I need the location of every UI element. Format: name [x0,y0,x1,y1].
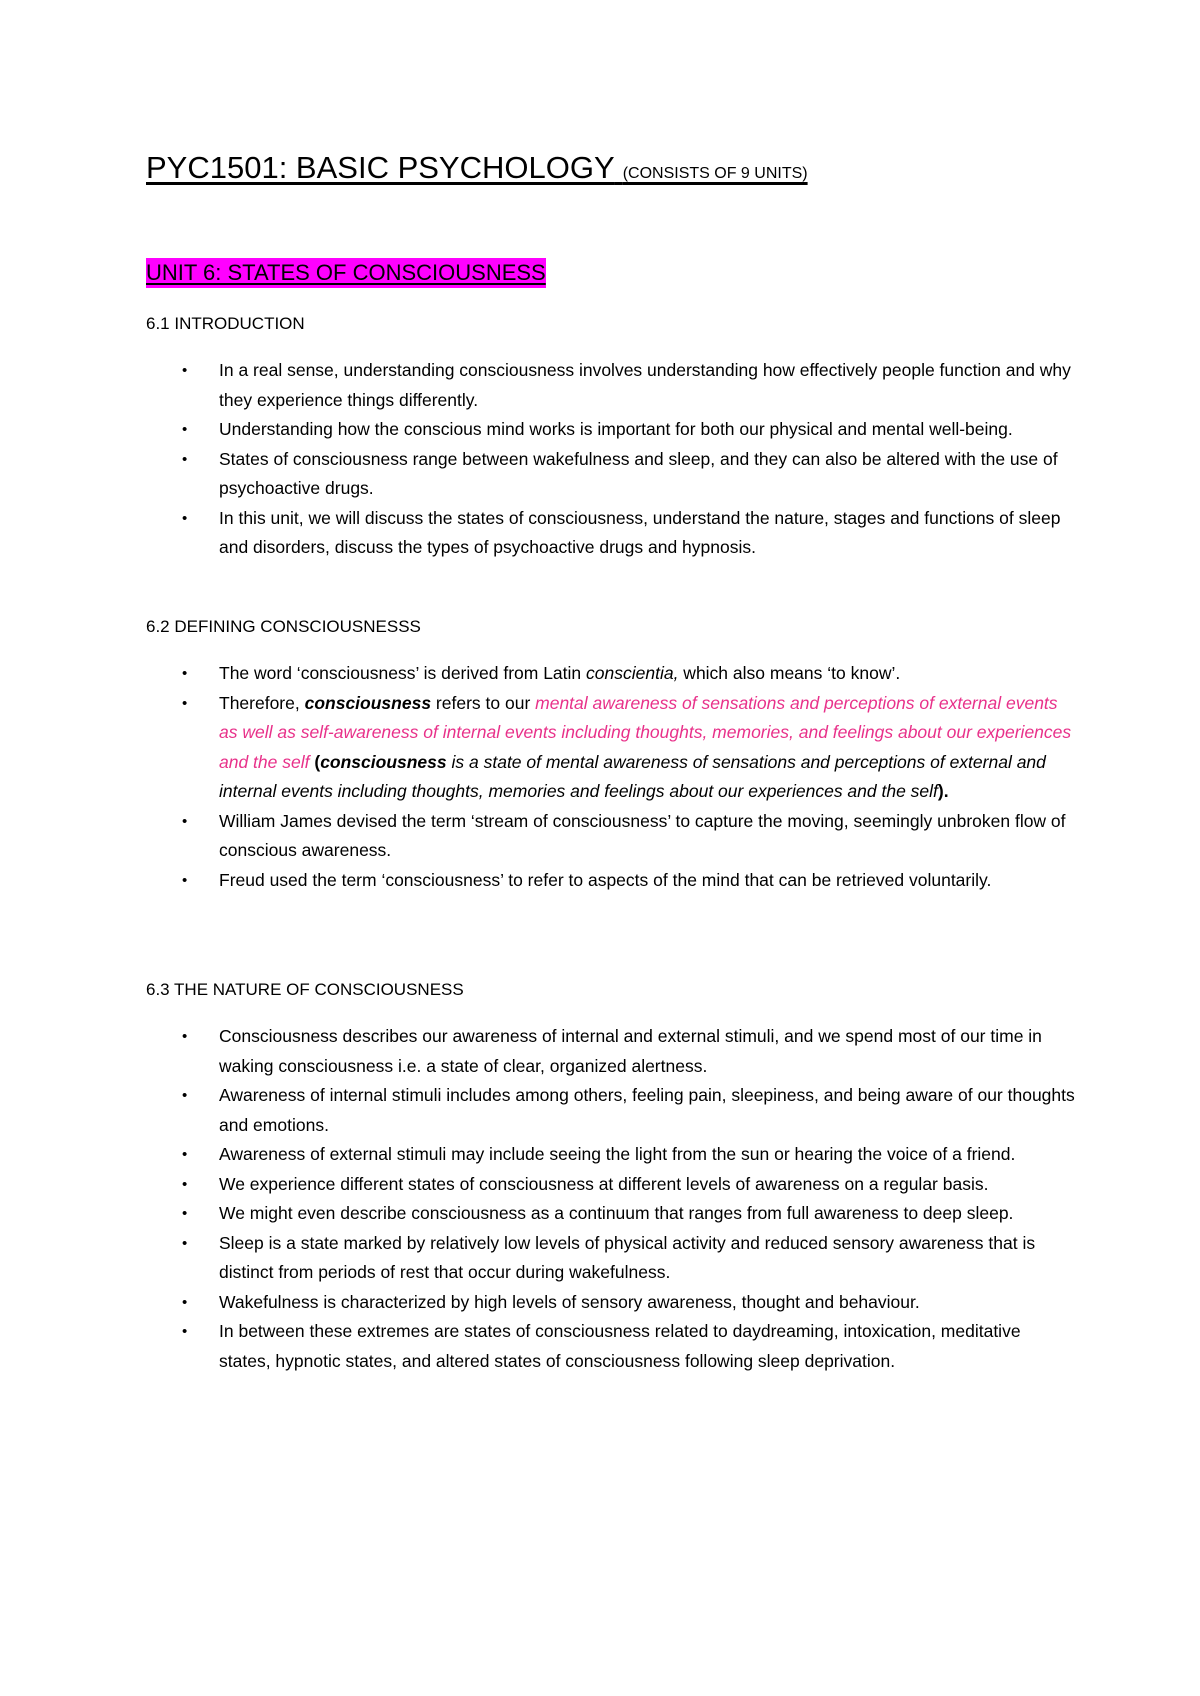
bullet-icon: • [182,665,188,682]
list-item: • Sleep is a state marked by relatively low levels of physical activity and reduced sensory awareness that is distinct from periods of rest that occur during wakefulness. [146,1229,1076,1288]
section-heading-introduction: 6.1 INTRODUCTION [146,314,305,333]
list-item: • Freud used the term ‘consciousness’ to refer to aspects of the mind that can be retrieved voluntarily. [146,866,1076,896]
list-item: • Awareness of external stimuli may include seeing the light from the sun or hearing the voice of a friend. [146,1140,1076,1170]
bullet-icon: • [182,509,188,527]
list-item: • Consciousness describes our awareness of internal and external stimuli, and we spend most of our time in waking consciousness i.e. a state of clear, organized alertness. [146,1022,1076,1081]
section-heading-defining: 6.2 DEFINING CONSCIOUSNESSS [146,617,421,636]
bullet-icon: • [182,871,188,889]
key-term: consciousness [304,692,432,713]
list-item: • Wakefulness is characterized by high levels of sensory awareness, thought and behaviour. [146,1288,1076,1318]
latin-term: conscientia, [586,663,679,683]
list-item: • The word ‘consciousness’ is derived from Latin conscientia, which also means ‘to know’. [146,659,1076,689]
bullet-icon: • [182,421,188,438]
list-item: • William James devised the term ‘stream of consciousness’ to capture the moving, seemingly unbroken flow of conscious awareness. [146,807,1076,866]
introduction-list [146,356,1076,563]
bullet-icon: • [182,1234,188,1252]
list-item: • In a real sense, understanding consciousness involves understanding how effectively people function and why they experience things differently. [146,356,1076,415]
list-item: • In between these extremes are states of consciousness related to daydreaming, intoxication, meditative states, hypnotic states, and altered states of consciousness following sleep deprivation. [146,1317,1076,1376]
list-item: • Awareness of internal stimuli includes among others, feeling pain, sleepiness, and being aware of our thoughts and emotions. [146,1081,1076,1140]
bullet-icon: • [182,812,188,830]
list-item: • Understanding how the conscious mind works is important for both our physical and mental well-being. [146,415,1076,445]
list-item: • We might even describe consciousness as a continuum that ranges from full awareness to deep sleep. [146,1199,1076,1229]
bullet-icon: • [182,362,188,379]
bullet-icon: • [182,1146,188,1163]
section-heading-nature: 6.3 THE NATURE OF CONSCIOUSNESS [146,980,464,999]
highlighted-definition: mental awareness of sensations and perceptions of external events as well as self-awareness of internal events including thoughts, memories, and feelings about our experiences and the self [219,692,1072,772]
bullet-icon: • [182,1087,188,1104]
nature-list [146,1022,1076,1376]
bullet-icon: • [182,1323,188,1340]
defining-list [146,659,1076,895]
bullet-icon: • [182,1293,188,1311]
list-item: • States of consciousness range between wakefulness and sleep, and they can also be altered with the use of psychoactive drugs. [146,445,1076,504]
list-item: • In this unit, we will discuss the states of consciousness, understand the nature, stages and functions of sleep and disorders, discuss the types of psychoactive drugs and hypnosis. [146,504,1076,563]
unit-heading: UNIT 6: STATES OF CONSCIOUSNESS [146,258,546,288]
bullet-icon: • [182,1175,188,1193]
bullet-icon: • [182,694,188,712]
bullet-icon: • [182,450,188,468]
glossary-definition: is a state of mental awareness of sensations and perceptions of external and internal events including thoughts, memories and feelings about our experiences and the self [219,751,1046,801]
title-main: PYC1501: BASIC PSYCHOLOGY [146,150,615,185]
bullet-icon: • [182,1205,188,1222]
bullet-icon: • [182,1028,188,1045]
list-item: • Therefore, consciousness refers to our mental awareness of sensations and perceptions of external events as well as self-awareness of internal events including thoughts, memories, and feelings about our experiences and the self (consciousness is a state of mental awareness of sensations and perceptions of external and internal events including thoughts, memories and feelings about our experiences and the self). [146,689,1076,807]
list-item: • We experience different states of consciousness at different levels of awareness on a regular basis. [146,1170,1076,1200]
title-note: (CONSISTS OF 9 UNITS) [622,165,808,182]
document-title [146,150,808,186]
glossary-term: consciousness [320,751,447,772]
